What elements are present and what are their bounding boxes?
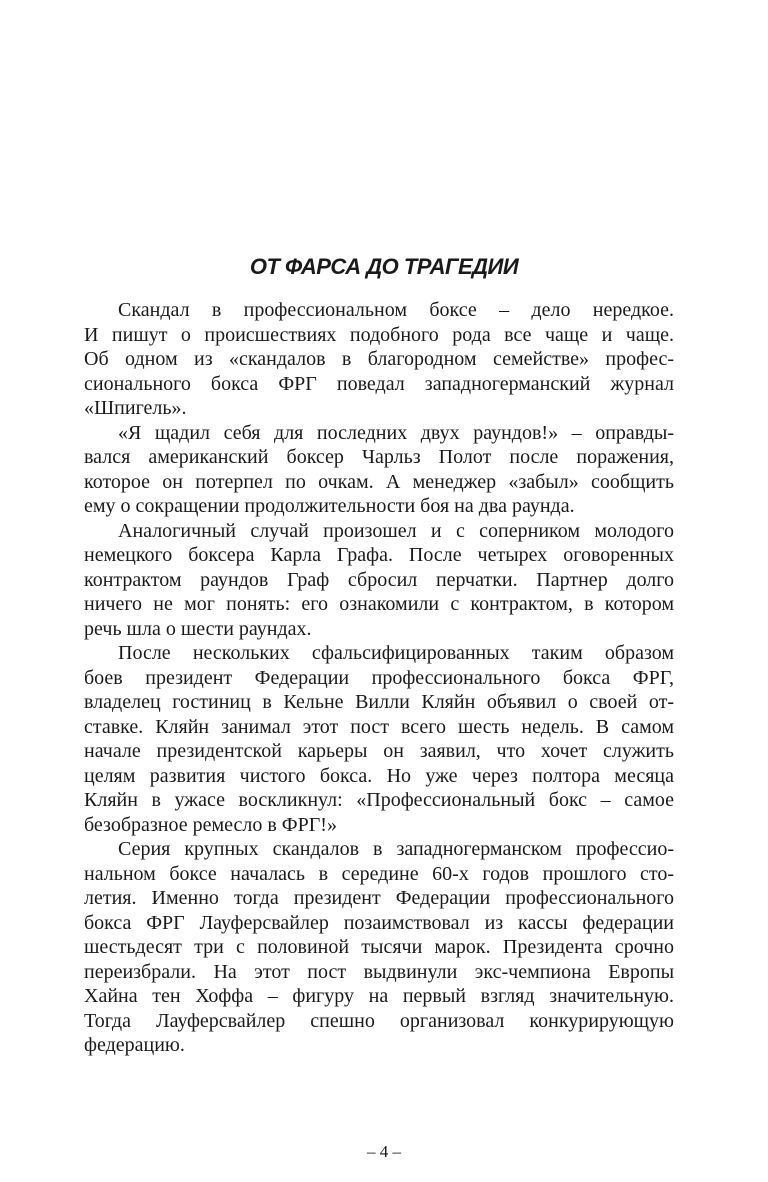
text-line: летия. Именно тогда президент Федерации профессионального [84, 887, 674, 909]
text-line: «Я щадил себя для последних двух раундов!» – оправды- [118, 421, 674, 444]
text-line: ставке. Кляйн занимал этот пост всего шесть недель. В самом [84, 715, 674, 738]
text-line: вался американский боксер Чарльз Полот после поражения, [84, 446, 674, 468]
text-line: немецкого боксера Карла Графа. После четырех оговоренных [84, 544, 674, 566]
text-line: речь шла о шести раундах. [84, 617, 312, 640]
text-line: Тогда Лауферсвайлер спешно организовал конкурирующую [84, 1009, 674, 1032]
text-line: Об одном из «скандалов в благородном семействе» профес- [84, 348, 674, 370]
text-line: ничего не мог понять: его ознакомили с контрактом, в котором [84, 593, 674, 615]
text-line: «Шпигель». [84, 397, 187, 419]
text-line: безобразное ремесло в ФРГ!» [84, 813, 337, 836]
text-line: Хайна тен Хоффа – фигуру на первый взгляд значительную. [84, 985, 674, 1007]
text-line: которое он потерпел по очкам. А менеджер «забыл» сообщить [84, 470, 674, 493]
page-number: – 4 – [367, 1142, 401, 1161]
text-line: И пишут о происшествиях подобного рода все чаще и чаще. [84, 323, 674, 346]
paragraph [84, 421, 674, 519]
text-line: начале президентской карьеры он заявил, что хочет служить [84, 740, 674, 762]
text-line: владелец гостиниц в Кельне Вилли Кляйн объявил о своей от- [84, 691, 674, 713]
text-line: Кляйн в ужасе воскликнул: «Профессиональный бокс – самое [84, 789, 674, 811]
text-line: После нескольких сфальсифицированных таким образом [118, 642, 674, 664]
text-line: шестьдесят три с половиной тысячи марок. Президента срочно [84, 936, 674, 958]
chapter-title: ОТ ФАРСА ДО ТРАГЕДИИ [249, 254, 519, 279]
text-line: федерацию. [84, 1034, 185, 1056]
paragraph [84, 837, 674, 1058]
paragraph [84, 298, 674, 421]
text-line: Скандал в профессиональном боксе – дело нередкое. [118, 299, 674, 321]
text-line: целям развития чистого бокса. Но уже через полтора месяца [84, 764, 674, 787]
text-line: нальном боксе началась в середине 60-х годов прошлого сто- [84, 862, 674, 885]
text-line: боев президент Федерации профессионального бокса ФРГ, [84, 666, 674, 689]
text-line: Аналогичный случай произошел и с соперником молодого [118, 519, 674, 542]
text-line: Серия крупных скандалов в западногерманском профессио- [118, 838, 674, 860]
paragraph [84, 519, 674, 642]
text-line: ему о сокращении продолжительности боя на два раунда. [84, 495, 575, 517]
text-line: сионального бокса ФРГ поведал западногерманский журнал [84, 372, 674, 395]
chapter-body [84, 298, 674, 1058]
paragraph [84, 641, 674, 837]
text-line: переизбрали. На этот пост выдвинули экс-чемпиона Европы [84, 960, 674, 983]
text-line: контрактом раундов Граф сбросил перчатки. Партнер долго [84, 568, 674, 591]
text-line: бокса ФРГ Лауферсвайлер позаимствовал из кассы федерации [84, 911, 674, 934]
